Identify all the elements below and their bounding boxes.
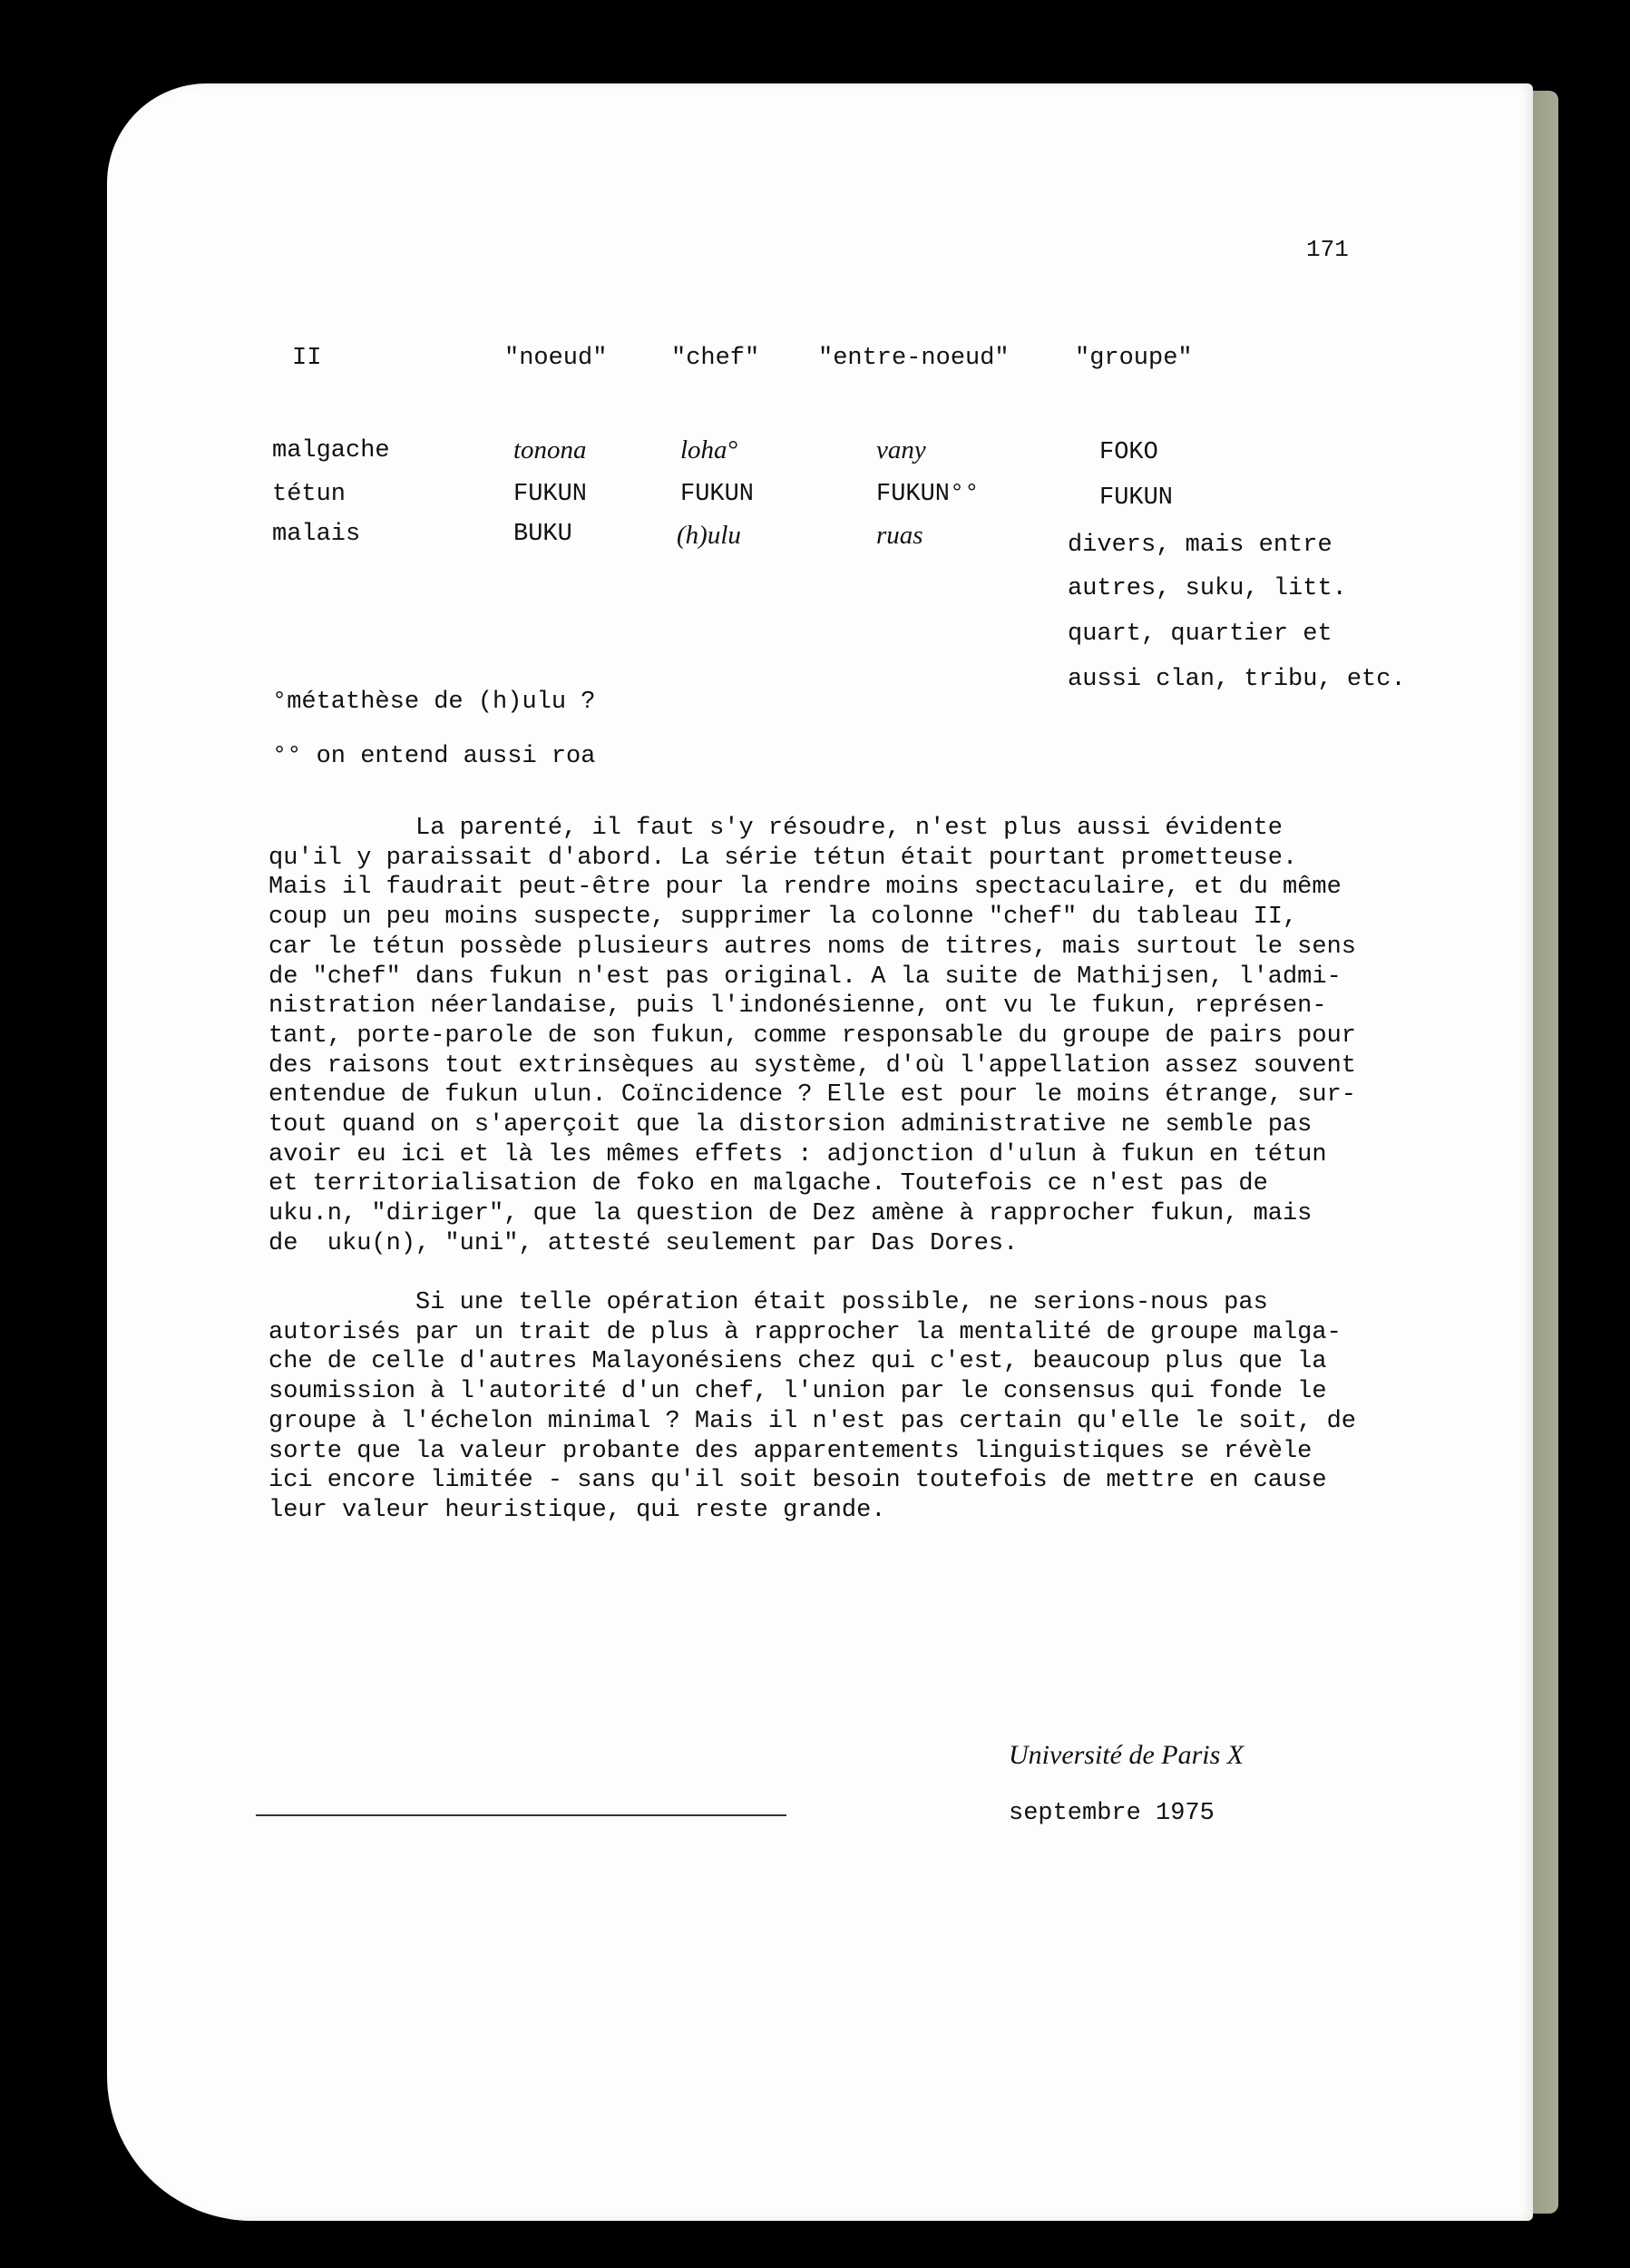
table-header-index: II [292, 345, 322, 372]
row-label-malgache: malgache [272, 437, 390, 464]
p2-line: Si une telle opération était possible, ne serions-nous pas [268, 1289, 1268, 1316]
p1-line: de uku(n), "uni", attesté seulement par Das Dores. [268, 1229, 1019, 1257]
groupe-continuation-1: autres, suku, litt. [1068, 575, 1347, 602]
p1-line: des raisons tout extrinsèques au système, d'où l'appellation assez souvent [268, 1051, 1356, 1080]
signature-date: septembre 1975 [1009, 1800, 1215, 1827]
p1-line: de "chef" dans fukun n'est pas original. A la suite de Mathijsen, l'admi- [268, 963, 1342, 991]
cell-tetun-entre: FUKUN°° [876, 481, 980, 508]
cell-malgache-entre: vany [876, 435, 926, 464]
p1-line: car le tétun possède plusieurs autres noms de titres, mais surtout le sens [268, 933, 1356, 961]
table-header-entre-noeud: "entre-noeud" [818, 345, 1010, 372]
p1-line: entendue de fukun ulun. Coïncidence ? Elle est pour le moins étrange, sur- [268, 1081, 1356, 1110]
paragraph-operation [268, 1288, 1386, 1526]
cell-malgache-noeud: tonona [513, 435, 587, 464]
row-label-tetun: tétun [272, 481, 346, 508]
cell-tetun-noeud: FUKUN [513, 481, 588, 508]
p1-line: coup un peu moins suspecte, supprimer la colonne "chef" du tableau II, [268, 904, 1298, 932]
p2-line: ici encore limitée - sans qu'il soit besoin toutefois de mettre en cause [268, 1467, 1327, 1495]
footnote-rule [256, 1814, 786, 1816]
paragraph-parente [268, 814, 1386, 1259]
cell-malais-entre: ruas [876, 521, 923, 550]
p1-line: avoir eu ici et là les mêmes effets : adjonction d'ulun à fukun en tétun [268, 1140, 1327, 1168]
cell-malais-chef: (h)ulu [677, 521, 741, 550]
p2-line: sorte que la valeur probante des apparentements linguistiques se révèle [268, 1437, 1313, 1465]
table-header-noeud: "noeud" [504, 345, 608, 372]
cell-tetun-chef: FUKUN [680, 481, 755, 508]
row-label-malais: malais [272, 521, 361, 548]
p1-line: et territorialisation de foko en malgache. Toutefois ce n'est pas de [268, 1170, 1268, 1198]
cell-tetun-groupe: FUKUN [1099, 484, 1174, 512]
note-metathese: °métathèse de (h)ulu ? [272, 689, 596, 716]
table-header-chef: "chef" [671, 345, 760, 372]
groupe-continuation-3: aussi clan, tribu, etc. [1068, 666, 1406, 693]
signature-institution: Université de Paris X [1009, 1740, 1244, 1770]
groupe-continuation-2: quart, quartier et [1068, 621, 1332, 648]
cell-malgache-chef: loha° [680, 435, 738, 464]
p1-line: tant, porte-parole de son fukun, comme responsable du groupe de pairs pour [268, 1022, 1356, 1050]
p1-line: Mais il faudrait peut-être pour la rendre moins spectaculaire, et du même [268, 874, 1342, 902]
p1-line: uku.n, "diriger", que la question de Dez amène à rapprocher fukun, mais [268, 1200, 1313, 1228]
p2-line: autorisés par un trait de plus à rapprocher la mentalité de groupe malga- [268, 1318, 1342, 1346]
p2-line: groupe à l'échelon minimal ? Mais il n'est pas certain qu'elle le soit, de [268, 1407, 1356, 1435]
note-roa: °° on entend aussi roa [272, 743, 596, 770]
table-header-groupe: "groupe" [1075, 345, 1193, 372]
p1-line: tout quand on s'aperçoit que la distorsion administrative ne semble pas [268, 1111, 1313, 1139]
p2-line: che de celle d'autres Malayonésiens chez qui c'est, beaucoup plus que la [268, 1348, 1327, 1376]
cell-malais-groupe: divers, mais entre [1068, 532, 1332, 559]
p1-line: La parenté, il faut s'y résoudre, n'est plus aussi évidente [268, 815, 1283, 842]
p2-line: soumission à l'autorité d'un chef, l'union par le consensus qui fonde le [268, 1378, 1327, 1406]
cell-malgache-groupe: FOKO [1099, 439, 1158, 466]
p1-line: nistration néerlandaise, puis l'indonésienne, ont vu le fukun, représen- [268, 992, 1327, 1021]
p2-line: leur valeur heuristique, qui reste grande. [268, 1496, 886, 1524]
cell-malais-noeud: BUKU [513, 521, 572, 548]
page-number: 171 [1306, 236, 1349, 263]
p1-line: qu'il y paraissait d'abord. La série tétun était pourtant prometteuse. [268, 844, 1298, 872]
